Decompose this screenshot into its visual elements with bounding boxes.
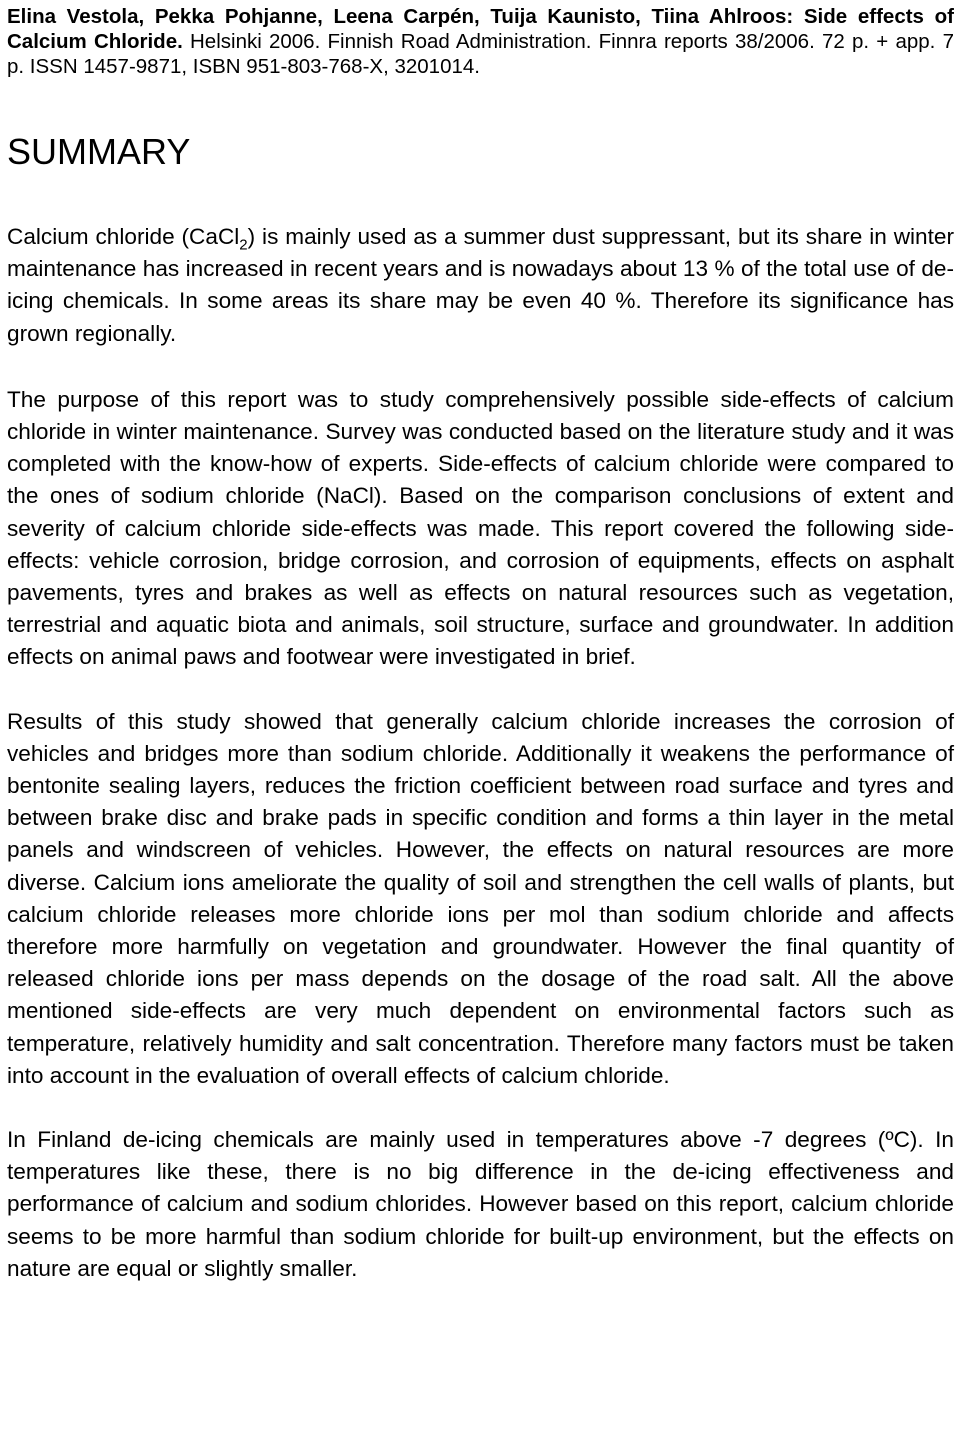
page-title: SUMMARY [7, 131, 191, 172]
paragraph-results: Results of this study showed that generally calcium chloride increases the corrosion of vehicles and bridges more than sodium chloride. Additionally it weakens the performance of bentonite sealing layers, reduces the friction coefficient between road surface and tyres and between brake disc and brake pads in specific condition and forms a thin layer in the metal panels and windscreen of vehicles. However, the effects on natural resources are more diverse. Calcium ions ameliorate the quality of soil and strengthen the cell walls of plants, but calcium chloride releases more chloride ions per mol than sodium chloride and affects therefore more harmfully on vegetation and groundwater. However the final quantity of released chloride ions per mass depends on the dosage of the road salt. All the above mentioned side-effects are very much dependent on environmental factors such as temperature, relatively humidity and salt concentration. Therefore many factors must be taken into account in the evaluation of overall effects of calcium chloride. [7, 708, 954, 1088]
paragraph-intro-part-a: Calcium chloride (CaCl [7, 224, 240, 249]
subscript-2: 2 [239, 236, 248, 254]
paragraph-intro-part-b: ) is mainly used as a summer dust suppressant, but its share in winter maintenance has increased in recent years and is nowadays about 13 % of the total use of de-icing chemicals. In some areas its share may be even 40 %. Therefore its significance has grown regionally. [7, 224, 954, 346]
citation-publication: Helsinki 2006. Finnish Road Administration. Finnra reports 38/2006. 72 p. + app. 7 p. ISSN 1457-9871, ISBN 951-803-768-X, 3201014. [7, 30, 954, 78]
citation [7, 4, 954, 79]
citation-authors-title: Elina Vestola, Pekka Pohjanne, Leena Carpén, Tuija Kaunisto, Tiina Ahlroos: Side effects of Calcium Chloride. [7, 5, 954, 53]
paragraph-intro [7, 221, 954, 350]
paragraph-purpose: The purpose of this report was to study comprehensively possible side-effects of calcium chloride in winter maintenance. Survey was conducted based on the literature study and it was completed with the know-how of experts. Side-effects of calcium chloride were compared to the ones of sodium chloride (NaCl). Based on the comparison conclusions of extent and severity of calcium chloride side-effects was made. This report covered the following side-effects: vehicle corrosion, bridge corrosion, and corrosion of equipments, effects on asphalt pavements, tyres and brakes as well as effects on natural resources such as vegetation, terrestrial and aquatic biota and animals, soil structure, surface and groundwater. In addition effects on animal paws and footwear were investigated in brief. [7, 386, 954, 670]
paragraph-finland: In Finland de-icing chemicals are mainly used in temperatures above -7 degrees (ºC). In temperatures like these, there is no big difference in the de-icing effectiveness and performance of calcium and sodium chlorides. However based on this report, calcium chloride seems to be more harmful than sodium chloride for built-up environment, but the effects on nature are equal or slightly smaller. [7, 1127, 954, 1281]
